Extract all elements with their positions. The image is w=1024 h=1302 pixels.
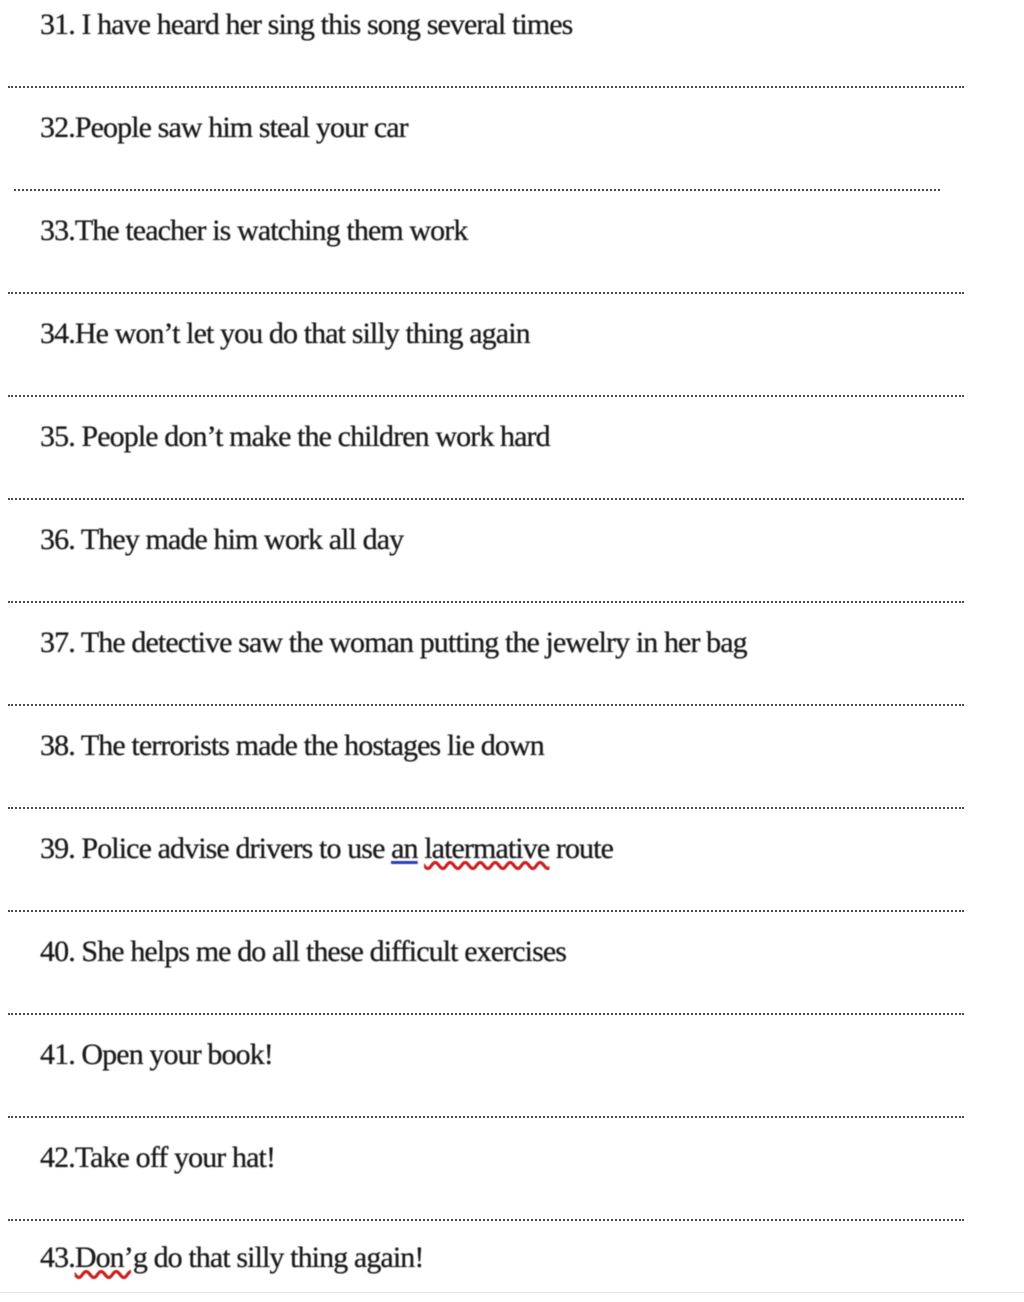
item-sentence: He won’t let you do that silly thing again xyxy=(74,317,530,350)
item-sentence: They made him work all day xyxy=(80,523,404,556)
grammar-flagged-word: an xyxy=(391,832,418,865)
item-number: 38. xyxy=(40,729,75,762)
item-sentence-start: Police advise drivers to use xyxy=(81,832,392,865)
answer-line[interactable] xyxy=(8,807,964,809)
item-number: 32. xyxy=(40,111,75,144)
answer-line[interactable] xyxy=(8,292,964,294)
exercise-prompt xyxy=(40,523,403,557)
exercise-prompt xyxy=(40,214,467,248)
exercise-prompt xyxy=(40,8,572,42)
answer-line[interactable] xyxy=(14,189,940,191)
item-sentence: The terrorists made the hostages lie down xyxy=(80,729,544,762)
spelling-flagged-word: latermative xyxy=(424,832,550,865)
item-sentence: She helps me do all these difficult exercises xyxy=(81,935,567,968)
exercise-item-41 xyxy=(0,1030,1024,1133)
exercise-item-33 xyxy=(0,206,1024,309)
answer-line[interactable] xyxy=(8,1219,964,1221)
item-sentence: The teacher is watching them work xyxy=(74,214,468,247)
exercise-prompt xyxy=(40,935,566,969)
answer-line[interactable] xyxy=(8,498,964,500)
exercise-prompt xyxy=(40,1241,423,1275)
item-sentence: Take off your hat! xyxy=(74,1141,276,1174)
exercise-prompt xyxy=(40,729,544,763)
answer-line[interactable] xyxy=(8,395,964,397)
answer-line[interactable] xyxy=(8,910,964,912)
exercise-prompt xyxy=(40,420,550,454)
item-sentence: The detective saw the woman putting the jewelry in her bag xyxy=(80,626,747,659)
item-number: 33. xyxy=(40,214,75,247)
item-number: 41. xyxy=(40,1038,75,1071)
item-sentence-end: do that silly thing again! xyxy=(146,1241,424,1274)
item-sentence: Open your book! xyxy=(81,1038,273,1071)
exercise-item-37 xyxy=(0,618,1024,721)
item-number: 40. xyxy=(40,935,75,968)
exercise-item-31 xyxy=(0,0,1024,103)
exercise-item-40 xyxy=(0,927,1024,1030)
spelling-flagged-word: Don’g xyxy=(74,1241,147,1274)
answer-line[interactable] xyxy=(8,1013,964,1015)
exercise-item-38 xyxy=(0,721,1024,824)
item-number: 43. xyxy=(40,1241,75,1274)
exercise-prompt xyxy=(40,1038,273,1072)
exercise-item-42 xyxy=(0,1133,1024,1236)
exercise-prompt xyxy=(40,832,613,866)
item-number: 31. xyxy=(40,8,75,41)
exercise-item-32 xyxy=(0,103,1024,206)
exercise-prompt xyxy=(40,626,747,660)
exercise-item-36 xyxy=(0,515,1024,618)
item-number: 37. xyxy=(40,626,75,659)
item-sentence: I have heard her sing this song several times xyxy=(81,8,573,41)
exercise-item-35 xyxy=(0,412,1024,515)
page-bottom-edge xyxy=(0,1292,1024,1293)
item-number: 42. xyxy=(40,1141,75,1174)
exercise-item-34 xyxy=(0,309,1024,412)
item-sentence-end: route xyxy=(549,832,613,865)
exercise-item-39 xyxy=(0,824,1024,927)
exercise-prompt xyxy=(40,111,408,145)
item-sentence: People saw him steal your car xyxy=(74,111,408,144)
answer-line[interactable] xyxy=(8,704,964,706)
item-number: 35. xyxy=(40,420,75,453)
item-number: 34. xyxy=(40,317,75,350)
item-number: 36. xyxy=(40,523,75,556)
item-number: 39. xyxy=(40,832,75,865)
exercise-item-43 xyxy=(0,1233,1024,1293)
item-sentence: People don’t make the children work hard xyxy=(81,420,550,453)
answer-line[interactable] xyxy=(8,1116,964,1118)
exercise-prompt xyxy=(40,1141,275,1175)
answer-line[interactable] xyxy=(8,86,964,88)
answer-line[interactable] xyxy=(8,601,964,603)
exercise-prompt xyxy=(40,317,530,351)
